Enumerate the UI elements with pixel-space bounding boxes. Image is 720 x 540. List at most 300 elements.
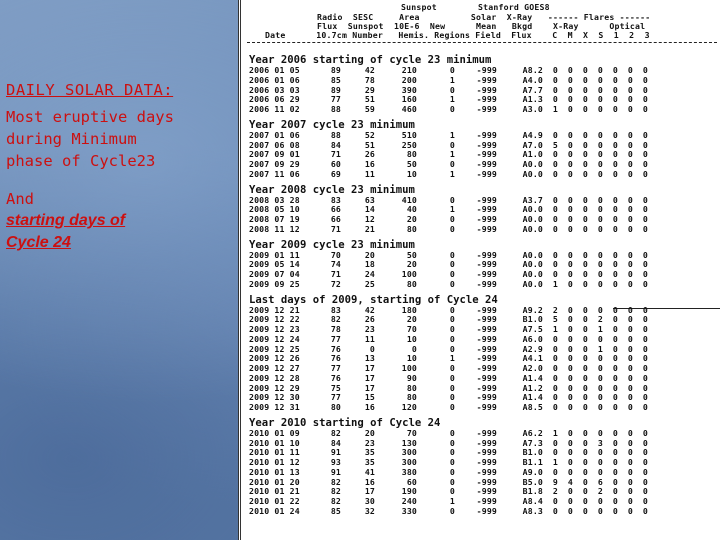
table-cell: 0 bbox=[567, 402, 573, 412]
table-cell: 82 bbox=[330, 314, 341, 325]
table-cell: 0 bbox=[642, 427, 648, 438]
table-cell: 71 bbox=[330, 269, 341, 279]
table-cell: 0 bbox=[627, 139, 633, 150]
table-group bbox=[249, 119, 719, 180]
table-cell: 10 bbox=[406, 353, 417, 364]
table-cell: 0 bbox=[627, 214, 633, 224]
table-cell: A0.0 bbox=[522, 204, 543, 215]
table-cell: 0 bbox=[567, 204, 573, 215]
table-cell: 0 bbox=[582, 382, 588, 393]
table-cell: 0 bbox=[582, 496, 588, 506]
table-cell: 2010 01 21 bbox=[249, 486, 300, 497]
table-cell: 1 bbox=[449, 204, 455, 215]
table-cell: 2009 12 30 bbox=[249, 392, 300, 403]
table-cell: 0 bbox=[597, 104, 603, 114]
table-cell: 0 bbox=[552, 249, 558, 260]
table-cell: 0 bbox=[612, 353, 618, 364]
table-cell: 0 bbox=[567, 65, 573, 75]
table-cell: 0 bbox=[612, 505, 618, 516]
table-cell: 0 bbox=[567, 129, 573, 140]
table-cell: 0 bbox=[597, 94, 603, 105]
table-cell: 0 bbox=[612, 259, 618, 270]
table-cell: 2009 12 28 bbox=[249, 372, 300, 383]
table-cell: 1 bbox=[597, 343, 603, 354]
table-cell: 0 bbox=[449, 343, 455, 354]
table-cell: 0 bbox=[612, 84, 618, 95]
table-cell: 0 bbox=[567, 392, 573, 403]
table-cell: 0 bbox=[612, 402, 618, 412]
table-cell: 0 bbox=[567, 214, 573, 224]
table-cell: 0 bbox=[612, 204, 618, 215]
table-cell: 0 bbox=[642, 372, 648, 383]
table-cell: 12 bbox=[364, 214, 375, 224]
table-cell: 0 bbox=[612, 392, 618, 403]
table-cell: 100 bbox=[401, 269, 417, 279]
table-cell: -999 bbox=[476, 496, 497, 506]
table-cell: 0 bbox=[642, 457, 648, 467]
table-cell: 240 bbox=[401, 496, 417, 506]
table-cell: 0 bbox=[449, 223, 455, 234]
table-cell: 0 bbox=[582, 214, 588, 224]
table-cell: 26 bbox=[364, 149, 375, 160]
table-cell: -999 bbox=[476, 204, 497, 215]
table-cell: 0 bbox=[582, 204, 588, 215]
table-cell: 71 bbox=[330, 223, 341, 234]
table-cell: 0 bbox=[449, 363, 455, 373]
table-cell: -999 bbox=[476, 476, 497, 487]
table-row bbox=[249, 170, 719, 180]
table-cell: A1.2 bbox=[522, 382, 543, 393]
table-cell: 0 bbox=[449, 466, 455, 477]
table-cell: 0 bbox=[582, 159, 588, 169]
table-cell: 0 bbox=[582, 353, 588, 364]
table-cell: 0 bbox=[627, 466, 633, 477]
table-cell: 0 bbox=[612, 249, 618, 260]
table-cell: 15 bbox=[364, 392, 375, 403]
caption-subtitle-line: during Minimum bbox=[6, 130, 137, 148]
table-cell: 0 bbox=[552, 65, 558, 75]
table-cell: 0 bbox=[582, 427, 588, 438]
table-cell: 0 bbox=[612, 363, 618, 373]
table-cell: 0 bbox=[449, 457, 455, 467]
table-cell: 51 bbox=[364, 94, 375, 105]
caption-subtitle-line: phase of Cycle23 bbox=[6, 152, 156, 170]
table-cell: 0 bbox=[582, 74, 588, 85]
table-cell: 200 bbox=[401, 74, 417, 85]
table-cell: 0 bbox=[582, 457, 588, 467]
table-body bbox=[249, 50, 719, 517]
table-cell: -999 bbox=[476, 214, 497, 224]
table-cell: -999 bbox=[476, 159, 497, 169]
table-cell: 16 bbox=[364, 402, 375, 412]
table-cell: -999 bbox=[476, 427, 497, 438]
table-cell: 0 bbox=[552, 437, 558, 448]
table-cell: 0 bbox=[642, 139, 648, 150]
table-cell: 2010 01 10 bbox=[249, 437, 300, 448]
table-cell: A7.5 bbox=[522, 324, 543, 334]
table-cell: A0.0 bbox=[522, 168, 543, 179]
table-cell: 120 bbox=[401, 402, 417, 412]
table-cell: 10 bbox=[406, 168, 417, 179]
table-cell: 0 bbox=[582, 65, 588, 75]
header-line: Date 10.7cm Number Hemis. Regions Field Flux C M X S 1 2 3 bbox=[265, 30, 650, 40]
table-cell: 0 bbox=[627, 249, 633, 260]
table-cell: 0 bbox=[567, 353, 573, 364]
table-cell: 0 bbox=[582, 392, 588, 403]
table-cell: 0 bbox=[642, 84, 648, 95]
table-cell: 0 bbox=[597, 139, 603, 150]
table-cell: -999 bbox=[476, 353, 497, 364]
table-cell: A8.3 bbox=[522, 505, 543, 516]
table-cell: 0 bbox=[627, 304, 633, 315]
table-cell: -999 bbox=[476, 168, 497, 179]
table-cell: 0 bbox=[642, 447, 648, 458]
caption-subtitle-line: Most eruptive days bbox=[6, 108, 174, 126]
table-cell: 0 bbox=[642, 259, 648, 270]
table-cell: 70 bbox=[406, 324, 417, 334]
table-cell: 410 bbox=[401, 194, 417, 205]
table-cell: 0 bbox=[582, 278, 588, 289]
table-cell: 0 bbox=[567, 343, 573, 354]
table-cell: 0 bbox=[552, 214, 558, 224]
table-cell: 0 bbox=[567, 363, 573, 373]
table-cell: A8.4 bbox=[522, 496, 543, 506]
table-cell: 20 bbox=[406, 314, 417, 325]
table-cell: 0 bbox=[582, 139, 588, 150]
table-cell: 0 bbox=[597, 402, 603, 412]
table-cell: 0 bbox=[567, 84, 573, 95]
table-cell: 0 bbox=[642, 476, 648, 487]
table-cell: 0 bbox=[597, 168, 603, 179]
table-cell: 0 bbox=[612, 304, 618, 315]
table-cell: 50 bbox=[406, 249, 417, 260]
table-cell: 70 bbox=[330, 249, 341, 260]
table-cell: 3 bbox=[597, 437, 603, 448]
table-cell: 20 bbox=[406, 259, 417, 270]
table-cell: 0 bbox=[627, 402, 633, 412]
table-cell: 2006 01 05 bbox=[249, 65, 300, 75]
table-cell: 0 bbox=[642, 269, 648, 279]
table-cell: 69 bbox=[330, 168, 341, 179]
table-cell: -999 bbox=[476, 129, 497, 140]
table-cell: 0 bbox=[627, 372, 633, 383]
table-cell: 0 bbox=[612, 74, 618, 85]
table-cell: 0 bbox=[597, 129, 603, 140]
table-cell: 2010 01 13 bbox=[249, 466, 300, 477]
table-cell: A2.9 bbox=[522, 343, 543, 354]
table-cell: 1 bbox=[449, 94, 455, 105]
table-cell: -999 bbox=[476, 447, 497, 458]
table-cell: 70 bbox=[406, 427, 417, 438]
table-cell: 0 bbox=[449, 486, 455, 497]
table-cell: 29 bbox=[364, 84, 375, 95]
group-title: Year 2006 starting of cycle 23 minimum bbox=[249, 54, 492, 66]
table-cell: -999 bbox=[476, 314, 497, 325]
table-cell: 82 bbox=[330, 476, 341, 487]
table-cell: 0 bbox=[612, 104, 618, 114]
table-cell: 0 bbox=[642, 382, 648, 393]
table-cell: 0 bbox=[582, 168, 588, 179]
table-cell: 60 bbox=[406, 476, 417, 487]
table-cell: 0 bbox=[449, 333, 455, 344]
table-cell: 78 bbox=[330, 324, 341, 334]
table-cell: 0 bbox=[582, 324, 588, 334]
group-title: Year 2010 starting of Cycle 24 bbox=[249, 416, 441, 429]
table-cell: 0 bbox=[642, 314, 648, 325]
table-cell: 0 bbox=[642, 129, 648, 140]
table-cell: 100 bbox=[401, 363, 417, 373]
table-cell: 0 bbox=[597, 65, 603, 75]
table-row bbox=[249, 507, 719, 517]
table-cell: 0 bbox=[627, 486, 633, 497]
table-cell: 76 bbox=[330, 353, 341, 364]
table-cell: 0 bbox=[449, 437, 455, 448]
table-cell: 80 bbox=[406, 223, 417, 234]
table-cell: -999 bbox=[476, 223, 497, 234]
table-cell: 2006 06 29 bbox=[249, 94, 300, 105]
table-cell: 0 bbox=[597, 505, 603, 516]
table-cell: 0 bbox=[597, 363, 603, 373]
table-cell: 0 bbox=[612, 382, 618, 393]
table-cell: 1 bbox=[552, 457, 558, 467]
table-cell: 0 bbox=[627, 65, 633, 75]
table-cell: B1.1 bbox=[522, 457, 543, 467]
table-cell: 0 bbox=[449, 249, 455, 260]
table-cell: 2007 01 06 bbox=[249, 129, 300, 140]
table-cell: 2009 12 21 bbox=[249, 304, 300, 315]
table-cell: 14 bbox=[364, 204, 375, 215]
left-caption bbox=[6, 80, 231, 254]
table-cell: 83 bbox=[330, 304, 341, 315]
table-cell: 0 bbox=[582, 129, 588, 140]
table-cell: 0 bbox=[552, 353, 558, 364]
table-cell: B5.0 bbox=[522, 476, 543, 487]
table-cell: 0 bbox=[627, 259, 633, 270]
table-cell: B1.0 bbox=[522, 447, 543, 458]
table-cell: 2009 07 04 bbox=[249, 269, 300, 279]
table-cell: 16 bbox=[364, 159, 375, 169]
table-cell: -999 bbox=[476, 402, 497, 412]
table-cell: 0 bbox=[627, 74, 633, 85]
table-cell: 0 bbox=[597, 496, 603, 506]
table-cell: B1.0 bbox=[522, 314, 543, 325]
table-cell: -999 bbox=[476, 84, 497, 95]
table-cell: 0 bbox=[582, 223, 588, 234]
table-cell: 0 bbox=[582, 249, 588, 260]
table-cell: 0 bbox=[642, 343, 648, 354]
table-cell: 2009 05 14 bbox=[249, 259, 300, 270]
table-cell: 330 bbox=[401, 505, 417, 516]
table-cell: 0 bbox=[449, 427, 455, 438]
table-cell: 0 bbox=[612, 372, 618, 383]
table-cell: 1 bbox=[552, 104, 558, 114]
table-row bbox=[249, 403, 719, 413]
table-cell: 0 bbox=[582, 194, 588, 205]
table-group bbox=[249, 239, 719, 290]
table-cell: 0 bbox=[612, 269, 618, 279]
table-cell: A0.0 bbox=[522, 259, 543, 270]
table-cell: 0 bbox=[582, 259, 588, 270]
table-cell: 0 bbox=[582, 94, 588, 105]
table-cell: -999 bbox=[476, 324, 497, 334]
table-cell: 0 bbox=[642, 392, 648, 403]
table-cell: 2009 12 24 bbox=[249, 333, 300, 344]
table-cell: 2009 12 31 bbox=[249, 402, 300, 412]
table-cell: 0 bbox=[582, 486, 588, 497]
table-cell: 2 bbox=[597, 486, 603, 497]
table-cell: 9 bbox=[552, 476, 558, 487]
table-cell: 80 bbox=[406, 392, 417, 403]
table-group bbox=[249, 417, 719, 517]
table-cell: 78 bbox=[364, 74, 375, 85]
table-cell: 250 bbox=[401, 139, 417, 150]
table-cell: 17 bbox=[364, 486, 375, 497]
table-cell: 0 bbox=[612, 333, 618, 344]
table-cell: 2008 03 28 bbox=[249, 194, 300, 205]
table-cell: 85 bbox=[330, 74, 341, 85]
table-cell: 77 bbox=[330, 363, 341, 373]
table-cell: 20 bbox=[364, 249, 375, 260]
table-cell: 0 bbox=[642, 159, 648, 169]
table-cell: 0 bbox=[612, 427, 618, 438]
caption-cycle-line: Cycle 24 bbox=[6, 234, 71, 251]
table-cell: 1 bbox=[552, 427, 558, 438]
table-cell: 0 bbox=[582, 149, 588, 160]
table-cell: B1.8 bbox=[522, 486, 543, 497]
table-cell: 0 bbox=[567, 104, 573, 114]
table-cell: 2009 09 25 bbox=[249, 278, 300, 289]
table-cell: -999 bbox=[476, 65, 497, 75]
table-cell: A0.0 bbox=[522, 278, 543, 289]
table-cell: 0 bbox=[449, 402, 455, 412]
table-cell: 0 bbox=[582, 476, 588, 487]
table-cell: 10 bbox=[406, 333, 417, 344]
caption-and: And bbox=[6, 190, 34, 208]
table-cell: 0 bbox=[567, 447, 573, 458]
table-cell: 0 bbox=[582, 402, 588, 412]
table-cell: 0 bbox=[449, 84, 455, 95]
header-line: Radio SESC Area Solar X-Ray ------ Flares ------ bbox=[317, 12, 651, 22]
table-cell: 0 bbox=[612, 139, 618, 150]
table-cell: 4 bbox=[567, 476, 573, 487]
table-cell: 0 bbox=[582, 104, 588, 114]
table-cell: 0 bbox=[597, 382, 603, 393]
table-cell: A3.0 bbox=[522, 104, 543, 114]
table-cell: 11 bbox=[364, 333, 375, 344]
table-cell: 0 bbox=[597, 249, 603, 260]
table-cell: 0 bbox=[642, 505, 648, 516]
table-cell: 0 bbox=[449, 278, 455, 289]
table-cell: 35 bbox=[364, 447, 375, 458]
table-cell: 2009 12 25 bbox=[249, 343, 300, 354]
table-cell: 0 bbox=[552, 343, 558, 354]
table-cell: 0 bbox=[627, 353, 633, 364]
table-cell: 0 bbox=[567, 269, 573, 279]
table-cell: 0 bbox=[627, 324, 633, 334]
table-cell: A7.0 bbox=[522, 139, 543, 150]
table-cell: 0 bbox=[612, 343, 618, 354]
table-cell: 2009 12 29 bbox=[249, 382, 300, 393]
caption-heading: DAILY SOLAR DATA: bbox=[6, 81, 174, 99]
table-cell: 0 bbox=[567, 505, 573, 516]
table-cell: 0 bbox=[449, 269, 455, 279]
table-cell: A1.4 bbox=[522, 392, 543, 403]
table-cell: 0 bbox=[582, 333, 588, 344]
table-cell: 77 bbox=[330, 392, 341, 403]
table-cell: 88 bbox=[330, 104, 341, 114]
table-cell: 25 bbox=[364, 278, 375, 289]
table-cell: 2008 11 12 bbox=[249, 223, 300, 234]
table-cell: 66 bbox=[330, 214, 341, 224]
table-cell: 0 bbox=[552, 392, 558, 403]
table-cell: 0 bbox=[449, 372, 455, 383]
table-cell: 1 bbox=[449, 74, 455, 85]
group-title: Year 2007 cycle 23 minimum bbox=[249, 118, 415, 131]
table-cell: 0 bbox=[552, 466, 558, 477]
table-cell: 0 bbox=[567, 466, 573, 477]
table-cell: 0 bbox=[627, 278, 633, 289]
table-cell: 0 bbox=[582, 343, 588, 354]
caption-cycle-line: starting days of bbox=[6, 212, 126, 229]
table-cell: 50 bbox=[406, 159, 417, 169]
table-cell: 2006 03 03 bbox=[249, 84, 300, 95]
table-cell: 0 bbox=[582, 466, 588, 477]
table-cell: 0 bbox=[612, 466, 618, 477]
table-group bbox=[249, 184, 719, 235]
table-cell: 0 bbox=[642, 402, 648, 412]
table-cell: 0 bbox=[567, 324, 573, 334]
table-cell: 0 bbox=[597, 149, 603, 160]
table-cell: 0 bbox=[642, 214, 648, 224]
table-cell: 0 bbox=[597, 427, 603, 438]
table-cell: 160 bbox=[401, 94, 417, 105]
table-cell: 84 bbox=[330, 139, 341, 150]
table-cell: 0 bbox=[612, 129, 618, 140]
table-cell: 0 bbox=[567, 278, 573, 289]
table-cell: 42 bbox=[364, 65, 375, 75]
table-cell: 1 bbox=[597, 324, 603, 334]
table-cell: 76 bbox=[330, 343, 341, 354]
table-cell: 0 bbox=[552, 159, 558, 169]
table-cell: 2009 12 22 bbox=[249, 314, 300, 325]
table-cell: A1.3 bbox=[522, 94, 543, 105]
table-cell: 85 bbox=[330, 505, 341, 516]
table-cell: 0 bbox=[567, 333, 573, 344]
table-cell: 0 bbox=[612, 324, 618, 334]
table-cell: -999 bbox=[476, 363, 497, 373]
table-cell: 77 bbox=[330, 94, 341, 105]
table-cell: 510 bbox=[401, 129, 417, 140]
table-cell: 59 bbox=[364, 104, 375, 114]
table-cell: 0 bbox=[552, 447, 558, 458]
table-cell: 0 bbox=[597, 269, 603, 279]
table-cell: 0 bbox=[552, 333, 558, 344]
table-cell: 0 bbox=[567, 486, 573, 497]
table-cell: 0 bbox=[612, 476, 618, 487]
table-cell: 0 bbox=[642, 249, 648, 260]
table-cell: 0 bbox=[449, 159, 455, 169]
table-cell: 0 bbox=[567, 372, 573, 383]
table-cell: A7.7 bbox=[522, 84, 543, 95]
table-cell: -999 bbox=[476, 149, 497, 160]
table-cell: 0 bbox=[552, 269, 558, 279]
table-cell: 0 bbox=[642, 65, 648, 75]
table-cell: 0 bbox=[597, 214, 603, 224]
table-cell: 40 bbox=[406, 204, 417, 215]
table-cell: 21 bbox=[364, 223, 375, 234]
table-cell: 2 bbox=[552, 486, 558, 497]
table-cell: A8.2 bbox=[522, 65, 543, 75]
